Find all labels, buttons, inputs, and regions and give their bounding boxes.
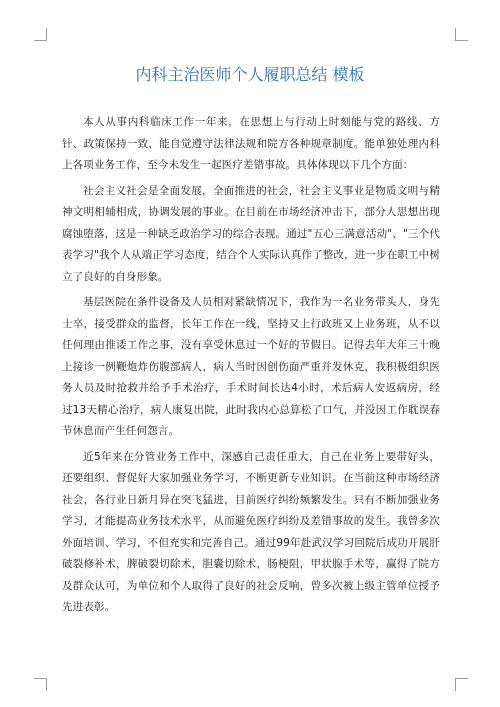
crop-mark-bottom-left <box>34 678 47 691</box>
crop-mark-top-right <box>455 28 468 41</box>
crop-mark-bottom-right <box>455 678 468 691</box>
document-title: 内科主治医师个人履职总结 模板 <box>135 65 365 84</box>
paragraph-4: 近5年来在分管业务工作中，深感自己责任重大，自己在业务上要带好头，还要组织、督促好大家加强业务学习，不断更新专业知识。在当前这种市场经济社会，各行业日新月异在突飞猛进，目前医疗纠纷频繁发生。只有不断加强业务学习，才能提高业务技术水平，从而避免医疗纠纷及差错事故的发生。我曾多次外面培训、学习，不但充实和完善自己。通过99年赴武汉学习回院后成功开展肝破裂修补术，脾破裂切除术，胆囊切除术，肠梗阻，甲状腺手术等，赢得了院方及群众认可，为单位和个人取得了良好的社会反响，曾多次被上级主管单位授予先进表彰。 <box>62 450 440 613</box>
crop-mark-top-left <box>34 28 47 41</box>
paragraph-2: 社会主义社会是全面发展，全面推进的社会，社会主义事业是物质文明与精神文明相辅相成，协调发展的事业。在目前在市场经济冲击下，部分人思想出现腐蚀堕落，这是一种缺乏政治学习的综合表现。通过"五心三满意活动"、"三个代表学习"我个人从端正学习态度，结合个人实际认真作了整改，进一步在职工中树立了良好的自身形象。 <box>62 184 440 283</box>
document-body <box>62 112 440 623</box>
paragraph-3: 基层医院在条件设备及人员相对紧缺情况下，我作为一名业务带头人，身先士卒，接受群众的监督，长年工作在一线，坚持又上行政班又上业务班，从不以任何理由推诿工作之事，没有享受休息过一个好的节假日。记得去年大年三十晚上接诊一例鞭炮炸伤腹部病人，病人当时因创伤面严重并发休克，我积极组织医务人员及时抢救并给予手术治疗，手术时间长达4小时，术后病人安返病房，经过13天精心治疗，病人康复出院，此时我内心总算松了口气，并没因工作耽误春节休息而产生任何怨言。 <box>62 296 440 437</box>
paragraph-1: 本人从事内科临床工作一年来，在思想上与行动上时刻能与党的路线、方针、政策保持一致，能自觉遵守法律法规和院方各种规章制度。能单独处理内科上各项业务工作，至今未发生一起医疗差错事故。具体体现以下几个方面： <box>62 116 440 171</box>
